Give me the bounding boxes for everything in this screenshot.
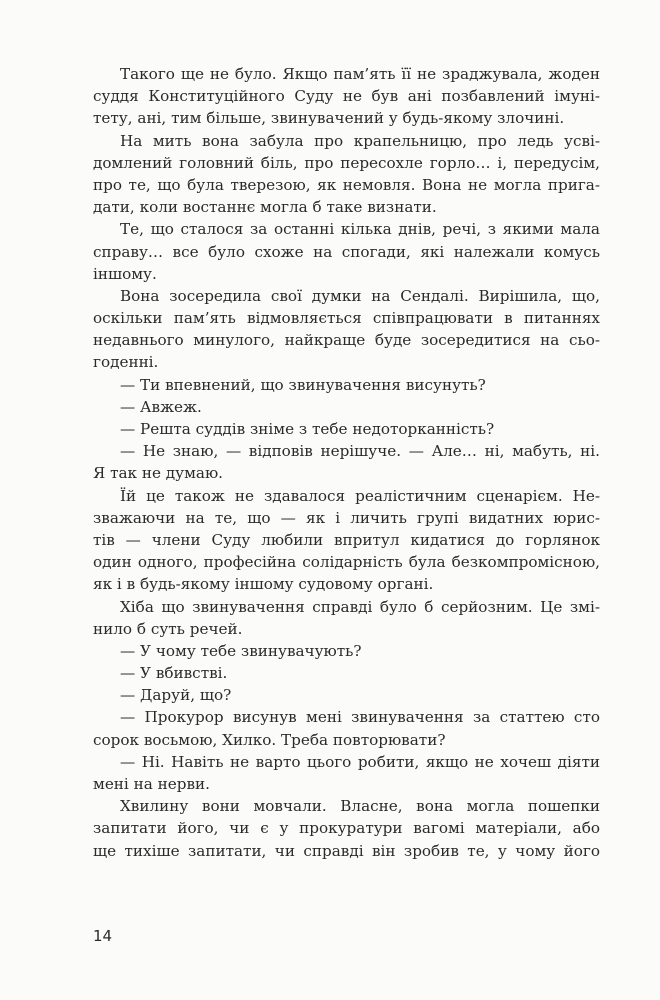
text-line: про те, що була тверезою, як немовля. Вона не могла прига- xyxy=(93,175,600,194)
text-line: — Авжеж. xyxy=(120,397,202,416)
text-line: запитати його, чи є у прокуратури вагомі матеріали, або xyxy=(93,819,600,838)
text-line: Те, що сталося за останні кілька днів, речі, з якими мала xyxy=(120,220,600,239)
text-line: сорок восьмою, Хилко. Треба повторювати? xyxy=(93,730,446,749)
text-line: домлений головний біль, про пересохле горло… і, передусім, xyxy=(93,153,600,172)
text-line: ще тихіше запитати, чи справді він зробив те, у чому його xyxy=(93,841,600,860)
text-line: Хвилину вони мовчали. Власне, вона могла пошепки xyxy=(120,797,600,816)
text-line: годенні. xyxy=(93,353,159,372)
text-line: На мить вона забула про крапельницю, про ледь усві- xyxy=(120,131,600,150)
text-line: справу… все було схоже на спогади, які належали комусь xyxy=(93,242,600,261)
text-line: один одного, професійна солідарність була безкомпромісною, xyxy=(93,553,600,572)
text-line: зважаючи на те, що — як і личить групі видатних юрис- xyxy=(93,508,600,527)
text-line: Їй це також не здавалося реалістичним сценарієм. Не- xyxy=(120,486,600,505)
text-line: — Прокурор висунув мені звинувачення за статтею сто xyxy=(120,708,600,727)
text-line: — Ні. Навіть не варто цього робити, якщо не хочеш діяти xyxy=(120,752,600,771)
text-line: — У вбивстві. xyxy=(120,664,228,683)
text-line: — Не знаю, — відповів нерішуче. — Але… ні, мабуть, ні. xyxy=(120,442,600,461)
text-line: Такого ще не було. Якщо пам’ять її не зраджувала, жоден xyxy=(120,65,600,83)
text-line: Я так не думаю. xyxy=(93,464,224,483)
text-line: нило б суть речей. xyxy=(93,619,243,638)
text-line: як і в будь-якому іншому судовому органі. xyxy=(93,575,434,594)
text-line: тів — члени Суду любили впритул кидатися до горлянок xyxy=(93,530,600,549)
text-line: Вона зосередила свої думки на Сендалі. Вирішила, що, xyxy=(120,286,600,305)
text-line: оскільки пам’ять відмовляється співпрацювати в питаннях xyxy=(93,309,600,328)
text-line: недавнього минулого, найкраще буде зосередитися на сьо- xyxy=(93,331,600,350)
text-line: суддя Конституційного Суду не був ані позбавлений імуні- xyxy=(93,87,600,106)
text-line: — У чому тебе звинувачують? xyxy=(120,641,362,660)
text-line: Хіба що звинувачення справді було б серйозним. Це змі- xyxy=(120,597,600,616)
text-line: іншому. xyxy=(93,264,157,283)
body-text xyxy=(93,63,600,862)
text-line: мені на нерви. xyxy=(93,775,210,793)
text-line: — Даруй, що? xyxy=(120,686,232,705)
text-line: — Ти впевнений, що звинувачення висунуть? xyxy=(120,375,486,394)
page-number: 14 xyxy=(93,927,113,945)
text-line: тету, ані, тим більше, звинувачений у будь-якому злочині. xyxy=(93,109,565,128)
text-line: — Решта суддів зніме з тебе недоторканність? xyxy=(120,420,495,438)
text-line: дати, коли востаннє могла б таке визнати. xyxy=(93,198,437,217)
